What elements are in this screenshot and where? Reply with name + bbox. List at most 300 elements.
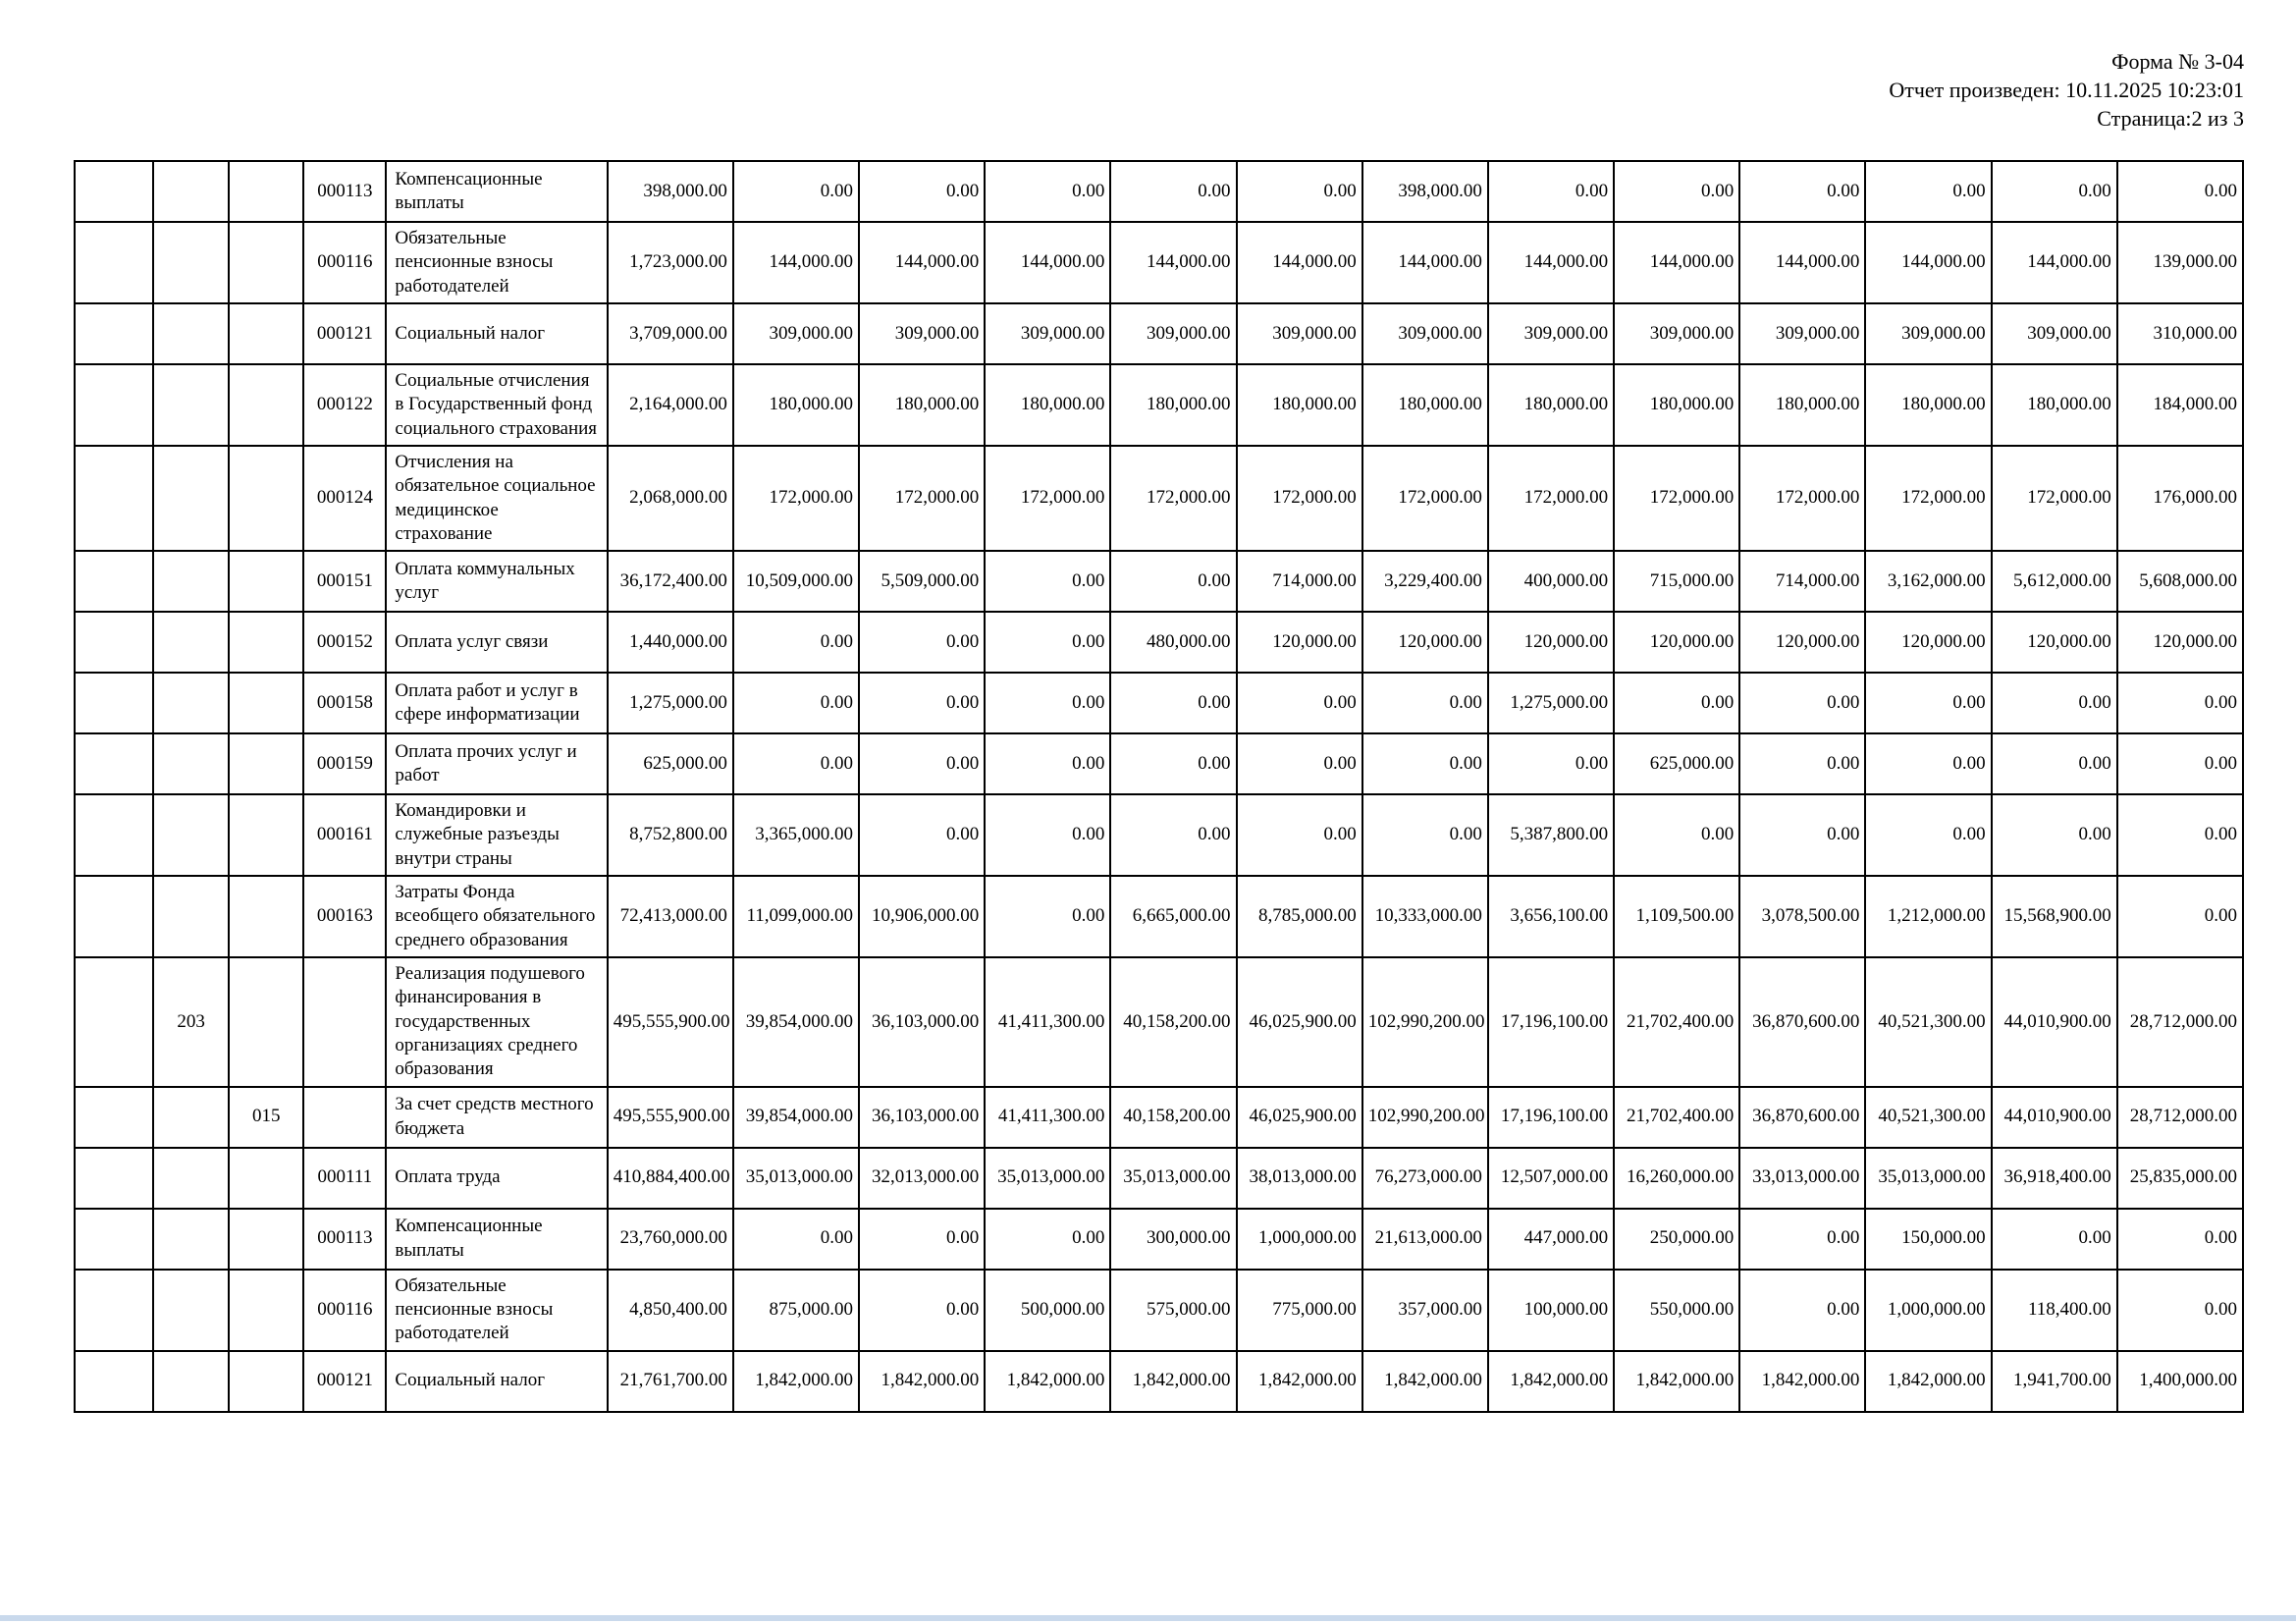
table-row — [75, 1209, 2243, 1270]
col-specific-code: 000122 — [303, 364, 386, 446]
amount-cell: 10,509,000.00 — [733, 551, 859, 612]
col-program-code — [153, 1270, 229, 1351]
row-description: Социальные отчисления в Государственный фонд социального страхования — [386, 364, 607, 446]
amount-cell: 1,440,000.00 — [608, 612, 733, 673]
amount-cell: 180,000.00 — [985, 364, 1110, 446]
amount-cell: 46,025,900.00 — [1237, 957, 1362, 1087]
amount-cell: 775,000.00 — [1237, 1270, 1362, 1351]
amount-cell: 44,010,900.00 — [1992, 1087, 2117, 1148]
amount-cell: 8,752,800.00 — [608, 794, 733, 876]
amount-cell: 21,761,700.00 — [608, 1351, 733, 1412]
amount-cell: 144,000.00 — [1110, 222, 1236, 303]
amount-cell: 180,000.00 — [1362, 364, 1488, 446]
amount-cell: 144,000.00 — [985, 222, 1110, 303]
budget-report-table — [74, 160, 2244, 1413]
amount-cell: 180,000.00 — [1488, 364, 1614, 446]
row-description: Затраты Фонда всеобщего обязательного среднего образования — [386, 876, 607, 957]
table-row — [75, 364, 2243, 446]
amount-cell: 102,990,200.00 — [1362, 1087, 1488, 1148]
amount-cell: 0.00 — [1865, 161, 1991, 222]
col-subprogram-code — [229, 1351, 303, 1412]
col-subprogram-code — [229, 1148, 303, 1209]
amount-cell: 44,010,900.00 — [1992, 957, 2117, 1087]
table-row — [75, 673, 2243, 733]
amount-cell: 0.00 — [985, 1209, 1110, 1270]
col-specific-code — [303, 1087, 386, 1148]
amount-cell: 0.00 — [1362, 733, 1488, 794]
amount-cell: 5,612,000.00 — [1992, 551, 2117, 612]
amount-cell: 0.00 — [2117, 876, 2243, 957]
amount-cell: 0.00 — [859, 1270, 985, 1351]
amount-cell: 0.00 — [1739, 673, 1865, 733]
amount-cell: 0.00 — [1865, 733, 1991, 794]
table-row — [75, 733, 2243, 794]
amount-cell: 625,000.00 — [1614, 733, 1739, 794]
col-specific-code: 000152 — [303, 612, 386, 673]
amount-cell: 0.00 — [1865, 794, 1991, 876]
amount-cell: 309,000.00 — [1237, 303, 1362, 364]
amount-cell: 172,000.00 — [1992, 446, 2117, 551]
page-indicator: Страница:2 из 3 — [2097, 106, 2244, 132]
amount-cell: 172,000.00 — [1865, 446, 1991, 551]
amount-cell: 17,196,100.00 — [1488, 957, 1614, 1087]
amount-cell: 144,000.00 — [1992, 222, 2117, 303]
amount-cell: 10,906,000.00 — [859, 876, 985, 957]
amount-cell: 309,000.00 — [859, 303, 985, 364]
col-specific-code: 000111 — [303, 1148, 386, 1209]
amount-cell: 3,656,100.00 — [1488, 876, 1614, 957]
col-group-code — [75, 612, 153, 673]
amount-cell: 480,000.00 — [1110, 612, 1236, 673]
col-program-code — [153, 612, 229, 673]
amount-cell: 144,000.00 — [1488, 222, 1614, 303]
row-description: Обязательные пенсионные взносы работодателей — [386, 1270, 607, 1351]
amount-cell: 2,164,000.00 — [608, 364, 733, 446]
amount-cell: 1,842,000.00 — [859, 1351, 985, 1412]
amount-cell: 0.00 — [1739, 1209, 1865, 1270]
amount-cell: 21,613,000.00 — [1362, 1209, 1488, 1270]
report-generated-timestamp: Отчет произведен: 10.11.2025 10:23:01 — [1889, 78, 2244, 103]
row-description: Компенсационные выплаты — [386, 161, 607, 222]
col-subprogram-code — [229, 957, 303, 1087]
amount-cell: 1,275,000.00 — [1488, 673, 1614, 733]
amount-cell: 36,172,400.00 — [608, 551, 733, 612]
row-description: Социальный налог — [386, 1351, 607, 1412]
report-table-body — [75, 161, 2243, 1412]
col-group-code — [75, 364, 153, 446]
amount-cell: 15,568,900.00 — [1992, 876, 2117, 957]
col-group-code — [75, 161, 153, 222]
col-subprogram-code — [229, 673, 303, 733]
amount-cell: 0.00 — [985, 551, 1110, 612]
amount-cell: 172,000.00 — [1739, 446, 1865, 551]
amount-cell: 0.00 — [1110, 161, 1236, 222]
amount-cell: 144,000.00 — [859, 222, 985, 303]
col-subprogram-code — [229, 303, 303, 364]
col-specific-code: 000113 — [303, 1209, 386, 1270]
col-subprogram-code: 015 — [229, 1087, 303, 1148]
table-row — [75, 1270, 2243, 1351]
amount-cell: 447,000.00 — [1488, 1209, 1614, 1270]
amount-cell: 357,000.00 — [1362, 1270, 1488, 1351]
amount-cell: 0.00 — [733, 733, 859, 794]
col-specific-code: 000158 — [303, 673, 386, 733]
row-description: Оплата коммунальных услуг — [386, 551, 607, 612]
amount-cell: 172,000.00 — [1362, 446, 1488, 551]
amount-cell: 35,013,000.00 — [1865, 1148, 1991, 1209]
col-subprogram-code — [229, 733, 303, 794]
amount-cell: 0.00 — [1110, 673, 1236, 733]
col-specific-code: 000159 — [303, 733, 386, 794]
row-description: Обязательные пенсионные взносы работодателей — [386, 222, 607, 303]
amount-cell: 120,000.00 — [1488, 612, 1614, 673]
amount-cell: 3,709,000.00 — [608, 303, 733, 364]
amount-cell: 1,000,000.00 — [1865, 1270, 1991, 1351]
screen-bottom-edge-artifact — [0, 1615, 2296, 1621]
amount-cell: 0.00 — [2117, 1270, 2243, 1351]
amount-cell: 715,000.00 — [1614, 551, 1739, 612]
amount-cell: 309,000.00 — [1614, 303, 1739, 364]
amount-cell: 3,162,000.00 — [1865, 551, 1991, 612]
table-row — [75, 551, 2243, 612]
amount-cell: 11,099,000.00 — [733, 876, 859, 957]
row-description: За счет средств местного бюджета — [386, 1087, 607, 1148]
amount-cell: 184,000.00 — [2117, 364, 2243, 446]
amount-cell: 0.00 — [1992, 161, 2117, 222]
row-description: Отчисления на обязательное социальное медицинское страхование — [386, 446, 607, 551]
amount-cell: 0.00 — [859, 612, 985, 673]
amount-cell: 144,000.00 — [733, 222, 859, 303]
amount-cell: 180,000.00 — [1739, 364, 1865, 446]
amount-cell: 5,387,800.00 — [1488, 794, 1614, 876]
amount-cell: 0.00 — [1362, 794, 1488, 876]
amount-cell: 72,413,000.00 — [608, 876, 733, 957]
amount-cell: 120,000.00 — [2117, 612, 2243, 673]
table-row — [75, 1351, 2243, 1412]
amount-cell: 120,000.00 — [1614, 612, 1739, 673]
amount-cell: 0.00 — [1614, 794, 1739, 876]
amount-cell: 35,013,000.00 — [985, 1148, 1110, 1209]
amount-cell: 3,365,000.00 — [733, 794, 859, 876]
col-specific-code: 000113 — [303, 161, 386, 222]
col-program-code — [153, 551, 229, 612]
col-program-code — [153, 1351, 229, 1412]
amount-cell: 309,000.00 — [1865, 303, 1991, 364]
amount-cell: 0.00 — [1992, 794, 2117, 876]
table-row — [75, 303, 2243, 364]
col-program-code — [153, 673, 229, 733]
amount-cell: 180,000.00 — [733, 364, 859, 446]
amount-cell: 250,000.00 — [1614, 1209, 1739, 1270]
col-subprogram-code — [229, 794, 303, 876]
amount-cell: 102,990,200.00 — [1362, 957, 1488, 1087]
table-row — [75, 222, 2243, 303]
amount-cell: 144,000.00 — [1362, 222, 1488, 303]
amount-cell: 40,521,300.00 — [1865, 1087, 1991, 1148]
amount-cell: 0.00 — [1992, 1209, 2117, 1270]
amount-cell: 100,000.00 — [1488, 1270, 1614, 1351]
amount-cell: 1,842,000.00 — [1237, 1351, 1362, 1412]
amount-cell: 1,842,000.00 — [1614, 1351, 1739, 1412]
amount-cell: 0.00 — [985, 876, 1110, 957]
col-group-code — [75, 1209, 153, 1270]
table-row — [75, 446, 2243, 551]
col-subprogram-code — [229, 551, 303, 612]
col-specific-code: 000116 — [303, 1270, 386, 1351]
amount-cell: 25,835,000.00 — [2117, 1148, 2243, 1209]
amount-cell: 0.00 — [985, 161, 1110, 222]
col-program-code: 203 — [153, 957, 229, 1087]
col-specific-code: 000116 — [303, 222, 386, 303]
amount-cell: 0.00 — [2117, 794, 2243, 876]
amount-cell: 1,842,000.00 — [1488, 1351, 1614, 1412]
amount-cell: 0.00 — [985, 733, 1110, 794]
amount-cell: 5,608,000.00 — [2117, 551, 2243, 612]
amount-cell: 0.00 — [1110, 733, 1236, 794]
amount-cell: 1,000,000.00 — [1237, 1209, 1362, 1270]
amount-cell: 180,000.00 — [1992, 364, 2117, 446]
amount-cell: 172,000.00 — [1614, 446, 1739, 551]
amount-cell: 575,000.00 — [1110, 1270, 1236, 1351]
amount-cell: 309,000.00 — [1110, 303, 1236, 364]
amount-cell: 120,000.00 — [1362, 612, 1488, 673]
amount-cell: 118,400.00 — [1992, 1270, 2117, 1351]
amount-cell: 35,013,000.00 — [1110, 1148, 1236, 1209]
col-program-code — [153, 1209, 229, 1270]
col-specific-code: 000151 — [303, 551, 386, 612]
amount-cell: 150,000.00 — [1865, 1209, 1991, 1270]
amount-cell: 309,000.00 — [1992, 303, 2117, 364]
amount-cell: 0.00 — [1739, 161, 1865, 222]
amount-cell: 0.00 — [1110, 551, 1236, 612]
col-subprogram-code — [229, 1209, 303, 1270]
amount-cell: 0.00 — [859, 733, 985, 794]
col-group-code — [75, 303, 153, 364]
amount-cell: 400,000.00 — [1488, 551, 1614, 612]
amount-cell: 500,000.00 — [985, 1270, 1110, 1351]
page-header — [1889, 47, 2244, 133]
amount-cell: 76,273,000.00 — [1362, 1148, 1488, 1209]
amount-cell: 0.00 — [859, 794, 985, 876]
col-subprogram-code — [229, 161, 303, 222]
amount-cell: 2,068,000.00 — [608, 446, 733, 551]
amount-cell: 172,000.00 — [1237, 446, 1362, 551]
amount-cell: 0.00 — [1614, 161, 1739, 222]
col-group-code — [75, 446, 153, 551]
amount-cell: 180,000.00 — [1614, 364, 1739, 446]
amount-cell: 4,850,400.00 — [608, 1270, 733, 1351]
amount-cell: 1,842,000.00 — [1110, 1351, 1236, 1412]
col-group-code — [75, 794, 153, 876]
amount-cell: 0.00 — [859, 161, 985, 222]
amount-cell: 309,000.00 — [985, 303, 1110, 364]
amount-cell: 0.00 — [733, 612, 859, 673]
amount-cell: 0.00 — [1739, 733, 1865, 794]
amount-cell: 172,000.00 — [733, 446, 859, 551]
amount-cell: 0.00 — [985, 612, 1110, 673]
amount-cell: 1,941,700.00 — [1992, 1351, 2117, 1412]
amount-cell: 0.00 — [859, 673, 985, 733]
amount-cell: 1,842,000.00 — [733, 1351, 859, 1412]
amount-cell: 0.00 — [1237, 673, 1362, 733]
col-specific-code — [303, 957, 386, 1087]
amount-cell: 309,000.00 — [733, 303, 859, 364]
amount-cell: 172,000.00 — [1488, 446, 1614, 551]
row-description: Компенсационные выплаты — [386, 1209, 607, 1270]
amount-cell: 120,000.00 — [1237, 612, 1362, 673]
amount-cell: 0.00 — [733, 161, 859, 222]
col-group-code — [75, 1148, 153, 1209]
amount-cell: 172,000.00 — [985, 446, 1110, 551]
amount-cell: 172,000.00 — [1110, 446, 1236, 551]
amount-cell: 36,870,600.00 — [1739, 957, 1865, 1087]
amount-cell: 0.00 — [1362, 673, 1488, 733]
amount-cell: 12,507,000.00 — [1488, 1148, 1614, 1209]
amount-cell: 1,842,000.00 — [1865, 1351, 1991, 1412]
amount-cell: 180,000.00 — [859, 364, 985, 446]
amount-cell: 398,000.00 — [608, 161, 733, 222]
table-row — [75, 1087, 2243, 1148]
amount-cell: 8,785,000.00 — [1237, 876, 1362, 957]
amount-cell: 21,702,400.00 — [1614, 957, 1739, 1087]
table-row — [75, 957, 2243, 1087]
amount-cell: 0.00 — [2117, 161, 2243, 222]
col-specific-code: 000163 — [303, 876, 386, 957]
col-program-code — [153, 1148, 229, 1209]
row-description: Командировки и служебные разъезды внутри страны — [386, 794, 607, 876]
col-subprogram-code — [229, 446, 303, 551]
col-group-code — [75, 733, 153, 794]
amount-cell: 625,000.00 — [608, 733, 733, 794]
amount-cell: 0.00 — [1992, 673, 2117, 733]
amount-cell: 17,196,100.00 — [1488, 1087, 1614, 1148]
amount-cell: 714,000.00 — [1739, 551, 1865, 612]
amount-cell: 398,000.00 — [1362, 161, 1488, 222]
col-subprogram-code — [229, 364, 303, 446]
col-specific-code: 000121 — [303, 303, 386, 364]
col-program-code — [153, 733, 229, 794]
col-program-code — [153, 222, 229, 303]
amount-cell: 144,000.00 — [1865, 222, 1991, 303]
amount-cell: 0.00 — [859, 1209, 985, 1270]
amount-cell: 0.00 — [2117, 733, 2243, 794]
amount-cell: 144,000.00 — [1614, 222, 1739, 303]
amount-cell: 5,509,000.00 — [859, 551, 985, 612]
amount-cell: 495,555,900.00 — [608, 1087, 733, 1148]
amount-cell: 0.00 — [1992, 733, 2117, 794]
amount-cell: 0.00 — [2117, 673, 2243, 733]
amount-cell: 36,103,000.00 — [859, 1087, 985, 1148]
amount-cell: 1,842,000.00 — [1739, 1351, 1865, 1412]
amount-cell: 0.00 — [985, 794, 1110, 876]
amount-cell: 33,013,000.00 — [1739, 1148, 1865, 1209]
amount-cell: 6,665,000.00 — [1110, 876, 1236, 957]
col-subprogram-code — [229, 876, 303, 957]
col-group-code — [75, 673, 153, 733]
table-row — [75, 794, 2243, 876]
amount-cell: 144,000.00 — [1237, 222, 1362, 303]
amount-cell: 310,000.00 — [2117, 303, 2243, 364]
col-program-code — [153, 794, 229, 876]
amount-cell: 120,000.00 — [1865, 612, 1991, 673]
amount-cell: 0.00 — [1237, 794, 1362, 876]
amount-cell: 40,158,200.00 — [1110, 1087, 1236, 1148]
amount-cell: 176,000.00 — [2117, 446, 2243, 551]
col-program-code — [153, 161, 229, 222]
col-program-code — [153, 876, 229, 957]
row-description: Оплата труда — [386, 1148, 607, 1209]
amount-cell: 28,712,000.00 — [2117, 957, 2243, 1087]
amount-cell: 0.00 — [733, 1209, 859, 1270]
amount-cell: 0.00 — [1739, 794, 1865, 876]
amount-cell: 41,411,300.00 — [985, 957, 1110, 1087]
amount-cell: 172,000.00 — [859, 446, 985, 551]
row-description: Оплата услуг связи — [386, 612, 607, 673]
col-specific-code: 000121 — [303, 1351, 386, 1412]
amount-cell: 1,842,000.00 — [1362, 1351, 1488, 1412]
amount-cell: 16,260,000.00 — [1614, 1148, 1739, 1209]
amount-cell: 1,275,000.00 — [608, 673, 733, 733]
amount-cell: 1,212,000.00 — [1865, 876, 1991, 957]
col-program-code — [153, 303, 229, 364]
amount-cell: 0.00 — [1614, 673, 1739, 733]
amount-cell: 180,000.00 — [1237, 364, 1362, 446]
amount-cell: 120,000.00 — [1992, 612, 2117, 673]
col-program-code — [153, 446, 229, 551]
amount-cell: 3,229,400.00 — [1362, 551, 1488, 612]
amount-cell: 180,000.00 — [1110, 364, 1236, 446]
col-group-code — [75, 222, 153, 303]
amount-cell: 1,723,000.00 — [608, 222, 733, 303]
amount-cell: 180,000.00 — [1865, 364, 1991, 446]
amount-cell: 38,013,000.00 — [1237, 1148, 1362, 1209]
amount-cell: 0.00 — [985, 673, 1110, 733]
amount-cell: 714,000.00 — [1237, 551, 1362, 612]
row-description: Оплата прочих услуг и работ — [386, 733, 607, 794]
amount-cell: 0.00 — [1110, 794, 1236, 876]
col-subprogram-code — [229, 1270, 303, 1351]
amount-cell: 0.00 — [2117, 1209, 2243, 1270]
col-group-code — [75, 876, 153, 957]
amount-cell: 0.00 — [1739, 1270, 1865, 1351]
amount-cell: 40,521,300.00 — [1865, 957, 1991, 1087]
row-description: Реализация подушевого финансирования в государственных организациях среднего образования — [386, 957, 607, 1087]
amount-cell: 0.00 — [1237, 161, 1362, 222]
amount-cell: 0.00 — [1488, 161, 1614, 222]
col-program-code — [153, 364, 229, 446]
amount-cell: 300,000.00 — [1110, 1209, 1236, 1270]
table-row — [75, 612, 2243, 673]
amount-cell: 309,000.00 — [1739, 303, 1865, 364]
table-row — [75, 161, 2243, 222]
amount-cell: 32,013,000.00 — [859, 1148, 985, 1209]
col-group-code — [75, 1270, 153, 1351]
table-row — [75, 876, 2243, 957]
amount-cell: 10,333,000.00 — [1362, 876, 1488, 957]
col-subprogram-code — [229, 222, 303, 303]
amount-cell: 36,918,400.00 — [1992, 1148, 2117, 1209]
col-specific-code: 000124 — [303, 446, 386, 551]
amount-cell: 120,000.00 — [1739, 612, 1865, 673]
col-subprogram-code — [229, 612, 303, 673]
amount-cell: 309,000.00 — [1488, 303, 1614, 364]
table-row — [75, 1148, 2243, 1209]
col-program-code — [153, 1087, 229, 1148]
amount-cell: 41,411,300.00 — [985, 1087, 1110, 1148]
amount-cell: 0.00 — [733, 673, 859, 733]
amount-cell: 1,842,000.00 — [985, 1351, 1110, 1412]
row-description: Оплата работ и услуг в сфере информатизации — [386, 673, 607, 733]
